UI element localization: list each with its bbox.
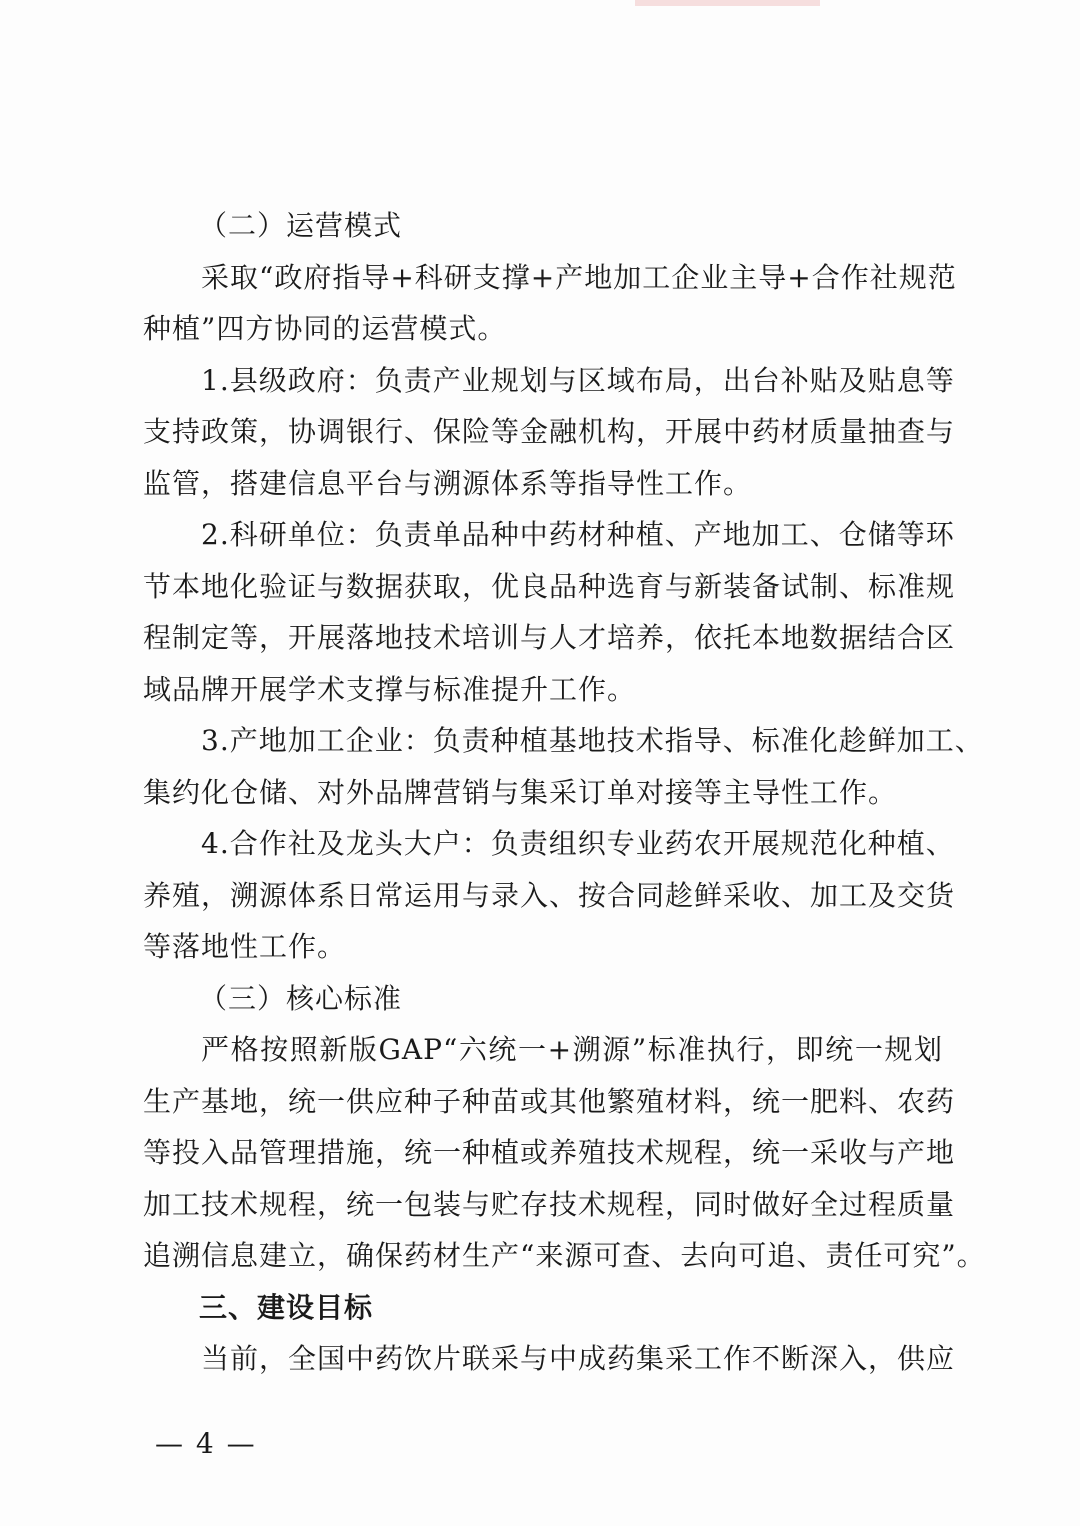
paragraph-line: 域品牌开展学术支撑与标准提升工作。: [143, 672, 637, 706]
paragraph-line: 监管，搭建信息平台与溯源体系等指导性工作。: [143, 466, 753, 500]
paragraph-line: 采取“政府指导+科研支撑+产地加工企业主导+合作社规范: [201, 260, 957, 294]
paragraph-line: 程制定等，开展落地技术培训与人才培养，依托本地数据结合区: [143, 621, 956, 654]
paragraph-line: 严格按照新版GAP“六统一+溯源”标准执行，即统一规划: [201, 1033, 943, 1066]
paragraph-line: 支持政策，协调银行、保险等金融机构，开展中药材质量抽查与: [143, 415, 956, 448]
paragraph-line: 种植”四方协同的运营模式。: [143, 312, 507, 345]
paragraph-line: 节本地化验证与数据获取，优良品种选育与新装备试制、标准规: [143, 569, 956, 603]
paragraph-line: 加工技术规程，统一包装与贮存技术规程，同时做好全过程质量: [143, 1187, 956, 1221]
paragraph-line: 集约化仓储、对外品牌营销与集采订单对接等主导性工作。: [143, 775, 898, 809]
paragraph-line: 追溯信息建立，确保药材生产“来源可查、去向可追、责任可究”。: [143, 1239, 986, 1272]
section-heading-operation-mode: （二）运营模式: [199, 209, 403, 242]
paragraph-line: 2.科研单位：负责单品种中药材种植、产地加工、仓储等环: [201, 518, 955, 551]
paragraph-line: 等落地性工作。: [143, 930, 347, 963]
paragraph-line: 当前，全国中药饮片联采与中成药集采工作不断深入，供应: [201, 1342, 956, 1375]
section-heading-construction-goals: 三、建设目标: [199, 1290, 374, 1324]
paragraph-line: 养殖，溯源体系日常运用与录入、按合同趁鲜采收、加工及交货: [143, 878, 956, 912]
paragraph-line: 4.合作社及龙头大户：负责组织专业药农开展规范化种植、: [201, 827, 955, 860]
top-edge-mark: [635, 0, 820, 6]
paragraph-line: 等投入品管理措施，统一种植或养殖技术规程，统一采收与产地: [143, 1136, 956, 1169]
paragraph-line: 生产基地，统一供应种子种苗或其他繁殖材料，统一肥料、农药: [143, 1084, 956, 1118]
section-heading-core-standards: （三）核心标准: [199, 981, 403, 1015]
paragraph-line: 1.县级政府：负责产业规划与区域布局，出台补贴及贴息等: [201, 363, 955, 397]
paragraph-line: 3.产地加工企业：负责种植基地技术指导、标准化趁鲜加工、: [201, 724, 984, 757]
document-body: [143, 200, 986, 1385]
page-number: — 4 —: [155, 1427, 257, 1460]
